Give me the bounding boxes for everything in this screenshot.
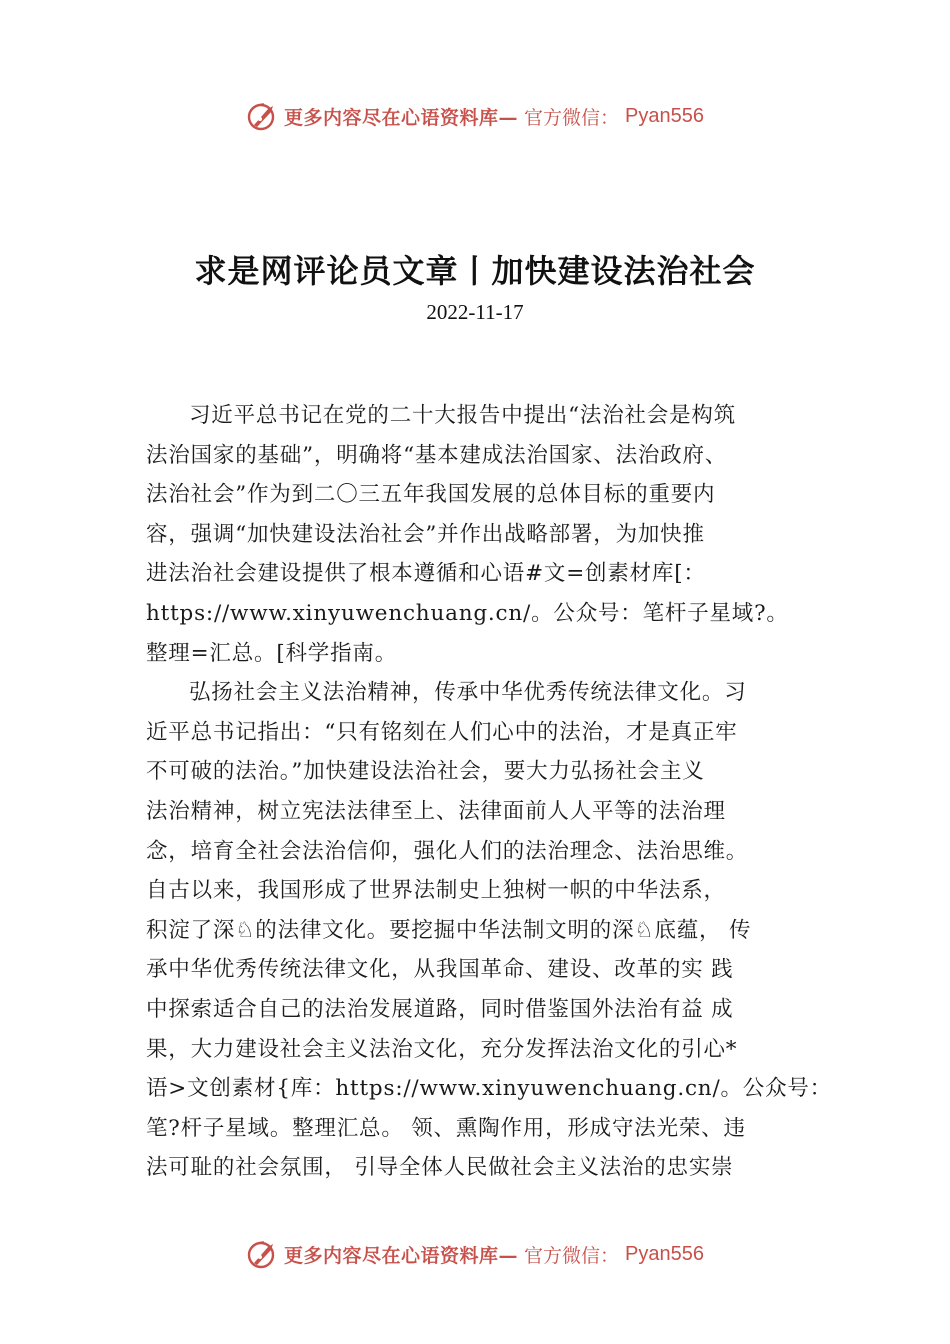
header-banner [0, 96, 950, 136]
body-line: 近平总书记指出：“只有铭刻在人们心中的法治，才是真正牢 [146, 719, 738, 745]
footer-banner [0, 1234, 950, 1274]
pen-nib-logo-icon [246, 1238, 278, 1270]
body-line: 不可破的法治。”加快建设法治社会，要大力弘扬社会主义 [146, 759, 705, 785]
body-line: 习近平总书记在党的二十大报告中提出“法治社会是构筑 [189, 403, 736, 428]
body-line: 中探索适合自己的法治发展道路，同时借鉴国外法治有益 成 [146, 996, 734, 1022]
article-body [146, 396, 832, 1188]
body-line: 法治精神，树立宪法法律至上、法律面前人人平等的法治理 [146, 798, 726, 824]
pen-nib-logo-icon [246, 100, 278, 132]
banner-text: 更多内容尽在心语资料库— [284, 1244, 519, 1267]
body-line: 承中华优秀传统法律文化，从我国革命、建设、改革的实 践 [146, 957, 734, 983]
body-line: 整理=汇总。[科学指南。 [146, 640, 398, 666]
wechat-id: Pyan556 [625, 104, 704, 127]
body-line: 弘扬社会主义法治精神，传承中华优秀传统法律文化。习 [189, 680, 747, 706]
body-line: 法可耻的社会氛围， 引导全体人民做社会主义法治的忠实崇 [146, 1155, 734, 1181]
body-line: 果，大力建设社会主义法治文化，充分发挥法治文化的引心* [146, 1036, 738, 1062]
body-line: 法治国家的基础”，明确将“基本建成法治国家、法治政府、 [146, 442, 728, 468]
body-line: 积淀了深♘的法律文化。要挖掘中华法制文明的深♘底蕴， 传 [146, 917, 752, 943]
banner-text: 更多内容尽在心语资料库— [284, 106, 519, 129]
body-line: 法治社会”作为到二〇三五年我国发展的总体目标的重要内 [146, 482, 716, 508]
article-date: 2022-11-17 [426, 300, 524, 324]
body-line: 自古以来，我国形成了世界法制史上独树一帜的中华法系， [146, 878, 726, 904]
article-title: 求是网评论员文章丨加快建设法治社会 [194, 252, 756, 290]
body-line: 笔?杆子星域。整理汇总。 领、熏陶作用，形成守法光荣、违 [146, 1115, 746, 1141]
body-line: 进法治社会建设提供了根本遵循和心语#文=创素材库[： [146, 561, 706, 587]
body-line: 念，培育全社会法治信仰，强化人们的法治理念、法治思维。 [146, 838, 749, 864]
wechat-label: 官方微信： [524, 106, 620, 129]
body-line: https://www.xinyuwenchuang.cn/。公众号：笔杆子星域?。 [146, 600, 789, 626]
body-line: 容，强调“加快建设法治社会”并作出战略部署，为加快推 [146, 521, 705, 547]
wechat-label: 官方微信： [524, 1244, 620, 1267]
body-line: 语>文创素材{库：https://www.xinyuwenchuang.cn/。公众号： [146, 1076, 832, 1102]
wechat-id: Pyan556 [625, 1242, 704, 1265]
